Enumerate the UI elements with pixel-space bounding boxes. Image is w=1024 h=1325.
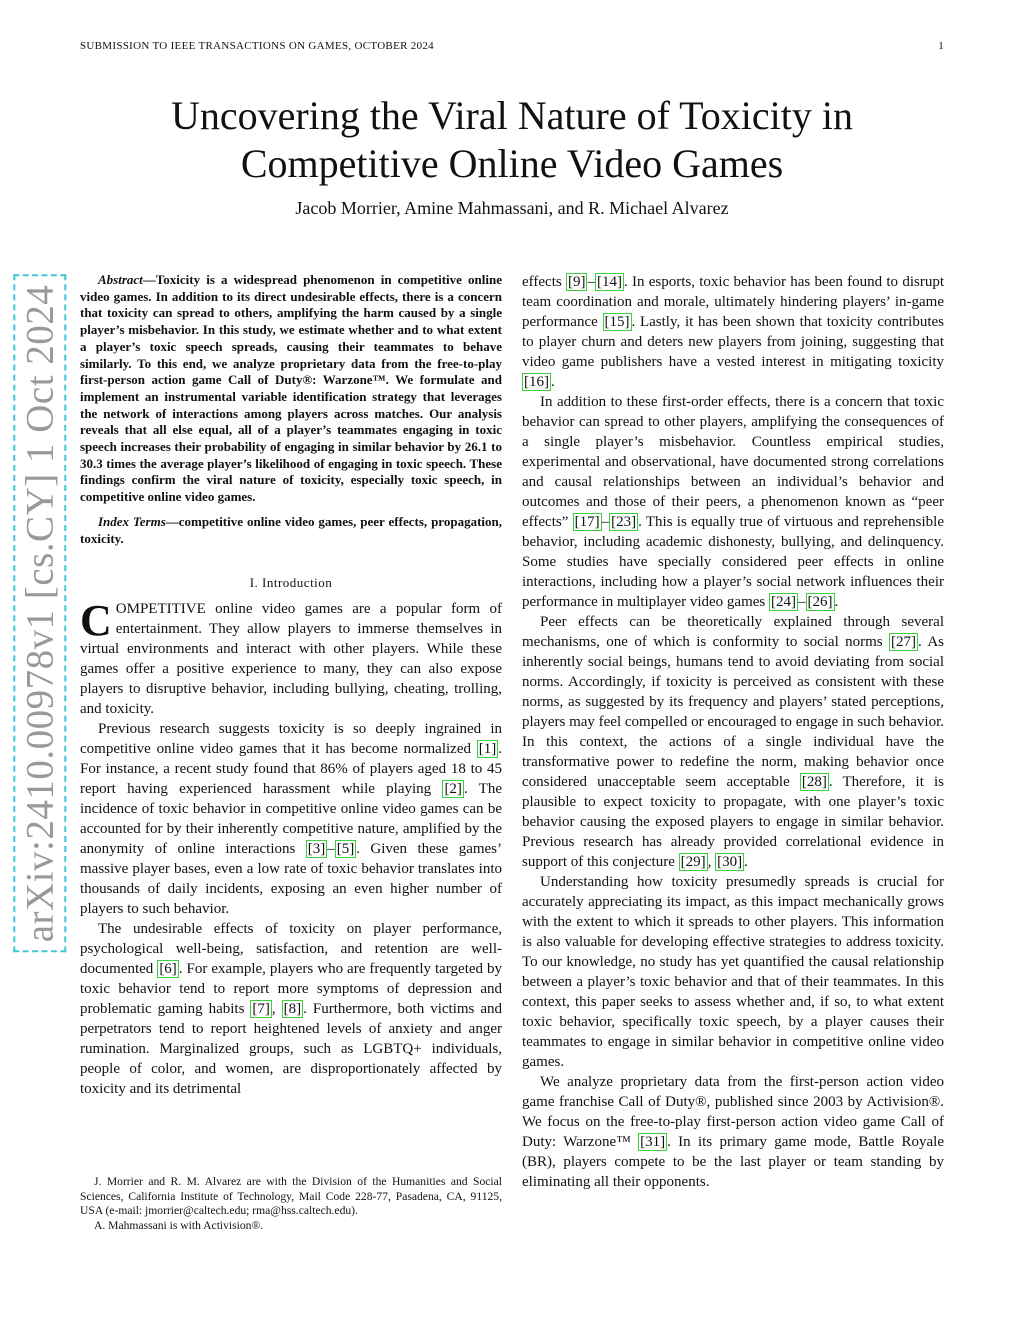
citation-link[interactable]: [24] — [771, 594, 796, 610]
citation-link[interactable]: [15] — [604, 314, 630, 330]
intro-paragraph-1-text: OMPETITIVE online video games are a popular form of entertainment. They allow players to immerse themselves in virtual environments and interact with other players. While these games offer a positive experience to many, they can also expose players to disruptive behavior, including bullying, cheating, trolling, and toxicity. — [80, 601, 502, 718]
text-run: . As inherently social beings, humans tend to avoid deviating from social norms. Accordingly, if toxicity is perceived as consistent with these norms, as suggested by its frequency and players’ stated perceptions, players may feel compelled or encouraged to engage in such behavior. In this context, the actions of a single individual have the transformative power to redefine the norm, making behavior once considered unacceptable seem acceptable — [522, 634, 944, 790]
intro-paragraph-2 — [80, 719, 502, 919]
text-run: . Given these games’ massive player bases, even a low rate of toxic behavior translates into thousands of daily incidents, exposing an even higher number of players to such behavior. — [80, 841, 503, 918]
index-terms — [80, 514, 502, 547]
arxiv-stamp[interactable] — [10, 284, 70, 942]
footnotes — [80, 1175, 502, 1233]
title-line-1: Uncovering the Viral Nature of Toxicity in — [170, 93, 854, 138]
citation-link[interactable]: [30] — [717, 854, 743, 870]
citation-link[interactable]: [31] — [640, 1134, 666, 1150]
journal-name: SUBMISSION TO IEEE TRANSACTIONS ON GAMES, OCTOBER 2024 — [80, 40, 434, 52]
right-column — [522, 272, 944, 1192]
text-run: . Therefore, it is plausible to expect toxicity to propagate, with one player’s toxic behavior causing the exposed players to engage in similar behavior. Previous research has already provided correlational evidence in support of this conjecture — [522, 774, 944, 870]
section-heading-introduction: I. Introduction — [249, 575, 333, 591]
text-run: We analyze proprietary data from the first-person action video game franchise Call of Duty®, published since 2003 by Activision®. We focus on the free-to-play first-person action video game Call of Duty: Warzone™ — [522, 1074, 944, 1150]
citation-link[interactable]: [2] — [444, 781, 462, 798]
right-paragraph-5 — [522, 1072, 944, 1192]
left-column — [80, 272, 502, 1099]
index-terms-label: Index Terms — [98, 513, 166, 529]
author-list: Jacob Morrier, Amine Mahmassani, and R. Michael Alvarez — [295, 198, 729, 218]
citation-link[interactable]: [26] — [807, 594, 833, 610]
text-run: . The incidence of toxic behavior in competitive online video games can be accounted for by their inherently competitive nature, amplified by the anonymity of online interactions — [80, 781, 502, 858]
footnote-affiliation-2: A. Mahmassani is with Activision®. — [94, 1218, 264, 1232]
running-head — [80, 40, 944, 52]
text-run: . Lastly, it has been shown that toxicity contributes to player churn and deters new players from joining, suggesting that video game publishers have a vested interest in mitigating toxicity — [522, 314, 944, 370]
text-run: . — [744, 854, 748, 870]
footnote-affiliation-1: J. Morrier and R. M. Alvarez are with the Division of the Humanities and Social Sciences, California Institute of Technology, Mail Code 228-77, Pasadena, CA, 91125, USA (e-mail: jmorrier@caltech.edu; rma@hss.caltech.edu). — [80, 1175, 502, 1217]
text-run: . For instance, a recent study found that 86% of players aged 18 to 45 report having experienced harassment while playing — [80, 741, 502, 798]
citation-link[interactable]: [27] — [891, 634, 917, 650]
paper-title — [100, 92, 924, 188]
text-run: . In esports, toxic behavior has been found to disrupt team coordination and morale, ultimately hindering players’ in-game performance — [522, 274, 944, 330]
citation-link[interactable]: [1] — [478, 741, 497, 758]
citation-link[interactable]: [29] — [680, 854, 706, 870]
citation-link[interactable]: [28] — [801, 774, 827, 790]
text-run: – — [601, 514, 610, 530]
text-run: In addition to these first-order effects, there is a concern that toxic behavior can spread to other players, amplifying the consequences of a single player’s misbehavior. Countless empirical studies, experimental and observational, have documented strong correlations and causal relationships between an individual’s behavior and outcomes and those of their peers, a phenomenon known as “peer effects” — [522, 394, 944, 530]
text-run: – — [587, 274, 595, 290]
citation-link[interactable]: [14] — [596, 274, 622, 290]
page-number: 1 — [938, 40, 944, 52]
citation-link[interactable]: [8] — [283, 1001, 302, 1018]
citation-link[interactable]: [17] — [574, 514, 600, 530]
text-run: , — [271, 1001, 282, 1018]
citation-link[interactable]: [6] — [159, 961, 177, 978]
citation-link[interactable]: [5] — [336, 841, 355, 858]
text-run: – — [327, 841, 335, 858]
text-run: – — [798, 594, 806, 610]
abstract-label: Abstract — [98, 272, 143, 287]
text-run: . This is equally true of virtuous and reprehensible behavior, including academic dishonesty, bullying, and delinquency. Some studies have specially considered peer effects in online interactions, including how a player’s social network influences their performance in multiplayer video games — [522, 514, 944, 610]
abstract-text: —Toxicity is a widespread phenomenon in competitive online video games. In addition to its direct undesirable effects, there is a concern that toxicity can spread to others, amplifying the harm caused by a single player’s misbehavior. In this study, we estimate whether and to what extent a player’s toxic speech spreads, causing their teammates to behave similarly. To this end, we analyze proprietary data from the free-to-play first-person action game Call of Duty®: Warzone™. We formulate and implement an instrumental variable identification strategy that leverages the network of interactions among players across matches. Our analysis reveals that all else equal, all of a player’s teammates engaging in toxic speech increases their probability of engaging in similar behavior by 26.1 to 30.3 times the average player’s likelihood of engaging in toxic speech. These findings confirm the viral nature of toxicity, especially toxic speech, in competitive online video games. — [80, 272, 502, 505]
title-line-2: Competitive Online Video Games — [240, 141, 784, 186]
citation-link[interactable]: [23] — [611, 514, 637, 530]
right-paragraph-1 — [522, 272, 944, 392]
text-run: Peer effects can be theoretically explained through several mechanisms, one of which is conformity to social norms — [522, 614, 944, 650]
text-run: The undesirable effects of toxicity on player performance, psychological well-being, satisfaction, and retention are well-documented — [80, 921, 502, 978]
text-run: . — [551, 374, 555, 390]
right-paragraph-2 — [522, 392, 944, 612]
citation-link[interactable]: [16] — [524, 374, 549, 390]
intro-paragraph-3 — [80, 919, 502, 1099]
drop-cap: C — [80, 596, 112, 646]
text-run: effects — [522, 274, 566, 290]
citation-link[interactable]: [9] — [567, 274, 586, 290]
text-run: , — [707, 854, 716, 870]
text-run: . — [834, 594, 839, 610]
index-terms-text: —competitive online video games, peer effects, propagation, toxicity. — [80, 513, 502, 546]
text-run: . In its primary game mode, Battle Royale (BR), players compete to be the last player or team standing by eliminating all their opponents. — [522, 1134, 944, 1190]
abstract — [80, 272, 502, 506]
text-run: Previous research suggests toxicity is so deeply ingrained in competitive online video games that it has become normalized — [80, 721, 502, 758]
right-paragraph-4: Understanding how toxicity presumedly spreads is crucial for accurately appreciating its impact, as this impact mechanically grows with the extent to which it spreads to other players. This information is also valuable for developing effective strategies to address toxicity. To our knowledge, no study has yet quantified the causal relationship between a player’s toxic behavior and that of their teammates. In this context, this paper seeks to assess whether and, if so, to what extent toxic behavior, specifically toxic speech, by a player causes their teammates to engage in similar behavior in competitive online video games. — [522, 874, 944, 1070]
intro-paragraph-1 — [80, 596, 502, 719]
text-run: . For example, players who are frequently targeted by toxic behavior tend to report more symptoms of depression and problematic gaming habits — [80, 961, 503, 1018]
text-run: . Furthermore, both victims and perpetrators tend to report heightened levels of anxiety and anger rumination. Marginalized groups, such as LGBTQ+ individuals, people of color, and women, are disproportionately affected by toxicity and its detrimental — [80, 1001, 502, 1098]
arxiv-identifier[interactable]: arXiv:2410.00978v1 [cs.CY] 1 Oct 2024 — [14, 274, 67, 952]
citation-link[interactable]: [7] — [252, 1001, 270, 1018]
citation-link[interactable]: [3] — [307, 841, 326, 858]
right-paragraph-3 — [522, 612, 944, 872]
